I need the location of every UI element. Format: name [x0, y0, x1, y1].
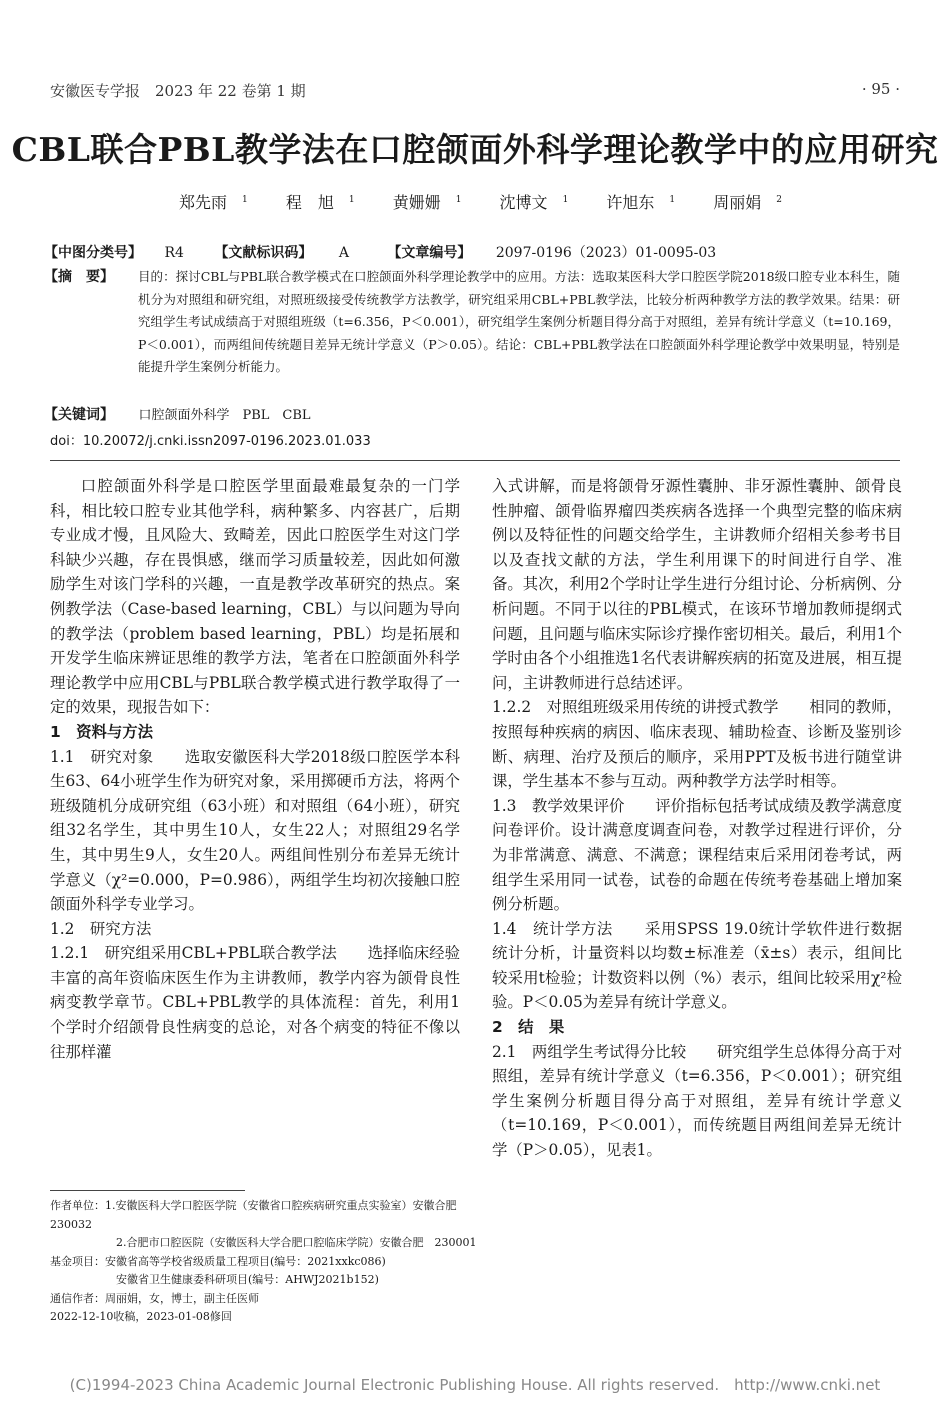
author-list: [0, 190, 950, 213]
funding: 基金项目：安徽省高等学校省级质量工程项目(编号：2021xxkc086): [50, 1254, 386, 1268]
body-right-column: [492, 474, 902, 1163]
article-title: CBL联合PBL教学法在口腔颌面外科学理论教学中的应用研究: [11, 130, 939, 169]
page-number: · 95 ·: [861, 80, 900, 98]
doi: doi：10.20072/j.cnki.issn2097-0196.2023.01.033: [50, 434, 371, 449]
copyright-notice: (C)1994-2023 China Academic Journal Electronic Publishing House. All rights reserved. http://www.cnki.net: [69, 1376, 881, 1394]
author: 沈博文 $^1$: [499, 193, 569, 212]
abstract-text: 目的：探讨CBL与PBL联合教学模式在口腔颌面外科学理论教学中的应用。方法：选取某医科大学口腔医学院2018级口腔专业本科生，随机分为对照组和研究组，对照班级接受传统教学方法教学，研究组采用CBL+PBL教学法，比较分析两种教学方法的教学效果。结果：研究组学生考试成绩高于对照组班级（t=6.356，P＜0.001），研究组学生案例分析题目得分高于对照组，差异有统计学意义（t=10.169，P＜0.001），而两组间传统题目差异无统计学意义（P＞0.05）。结论：CBL+PBL教学法在口腔颌面外科学理论教学中效果明显，特别是能提升学生案例分析能力。: [138, 269, 900, 374]
subsection-heading: 1.2 研究方法: [50, 919, 152, 938]
subsection: 1.1 研究对象 选取安徽医科大学2018级口腔医学本科生63、64小班学生作为研究对象，采用掷硬币方法，将两个班级随机分成研究组（63小班）和对照组（64小班），研究组32名学生，其中男生10人，女生22人；对照组29名学生，其中男生9人，女生20人。两组间性别分布差异无统计学意义（χ²=0.000，P=0.986），两组学生均初次接触口腔颌面外科学专业学习。: [50, 747, 460, 914]
running-header: [50, 80, 900, 101]
corresponding-author: 通信作者：周丽娟，女，博士，副主任医师: [50, 1291, 259, 1305]
section-heading: 1 资料与方法: [50, 722, 154, 741]
classification-row: 【中图分类号】 R4 【文献标识码】 A 【文章编号】 2097-0196（2023）01-0095-03: [44, 245, 717, 261]
intro-paragraph: 口腔颌面外科学是口腔医学里面最难最复杂的一门学科，相比较口腔专业其他学科，病种繁多、内容甚广，后期专业成才慢，且风险大、致畸差，因此口腔医学生对这门学科缺少兴趣，存在畏惧感，继而学习质量较差，因此如何激励学生对该门学科的兴趣，一直是教学改革研究的热点。案例教学法（Case-based learning，CBL）与以问题为导向的教学法（problem based learning，PBL）均是拓展和开发学生临床辨证思维的教学方法，笔者在口腔颌面外科学理论教学中应用CBL与PBL联合教学模式进行教学取得了一定的效果，现报告如下：: [50, 477, 460, 717]
subsection: 1.4 统计学方法 采用SPSS 19.0统计学软件进行数据统计分析，计量资料以均数±标准差（x̄±s）表示，组间比较采用t检验；计数资料以例（%）表示，组间比较采用χ²检验。P＜0.05为差异有统计学意义。: [492, 919, 902, 1012]
affiliation: 作者单位：1.安徽医科大学口腔医学院（安徽省口腔疾病研究重点实验室）安徽合肥 230032: [50, 1199, 468, 1231]
journal-name: 安徽医专学报 2023 年 22 卷第 1 期: [50, 82, 306, 100]
footnotes: [50, 1197, 490, 1327]
subsection: 2.1 两组学生考试得分比较 研究组学生总体得分高于对照组，差异有统计学意义（t=6.356，P＜0.001）；研究组学生案例分析题目得分高于对照组，差异有统计学意义（t=10.169，P＜0.001），而传统题目两组间差异无统计学（P＞0.05），见表1。: [492, 1042, 902, 1160]
author: 程 旭 $^1$: [285, 193, 355, 212]
subsection: 1.2.2 对照组班级采用传统的讲授式教学 相同的教师，按照每种疾病的病因、临床表现、辅助检查、诊断及鉴别诊断、病理、治疗及预后的顺序，采用PPT及板书进行随堂讲课，学生基本不参与互动。两种教学方法学时相等。: [492, 698, 902, 791]
divider: [50, 460, 900, 461]
author: 黄姗姗 $^1$: [392, 193, 462, 212]
subsection: 1.2.1 研究组采用CBL+PBL联合教学法 选择临床经验丰富的高年资临床医生作为主讲教师，教学内容为颌骨良性病变教学章节。CBL+PBL教学的具体流程：首先，利用1个学时介绍颌骨良性病变的总论，对各个病变的特征不像以往那样灌: [50, 944, 460, 1061]
funding: 安徽省卫生健康委科研项目(编号：AHWJ2021b152): [116, 1273, 379, 1286]
doc-code: A: [338, 245, 349, 261]
section-heading: 2 结 果: [492, 1018, 565, 1037]
author: 许旭东 $^1$: [606, 193, 676, 212]
clc-code: R4: [164, 245, 184, 261]
author: 周丽娟 $^2$: [713, 193, 782, 212]
author: 郑先雨 $^1$: [179, 193, 248, 212]
body-left-column: [50, 474, 460, 1064]
paragraph: 入式讲解，而是将颌骨牙源性囊肿、非牙源性囊肿、颌骨良性肿瘤、颌骨临界瘤四类疾病各选择一个典型完整的临床病例以及特征性的问题交给学生，主讲教师介绍相关参考书目以及查找文献的方法，学生利用课下的时间进行自学、准备。其次，利用2个学时让学生进行分组讨论、分析病例、分析问题。不同于以往的PBL模式，在该环节增加教师提纲式问题，且问题与临床实际诊疗操作密切相关。最后，利用1个学时由各个小组推选1名代表讲解疾病的拓宽及进展，相互提问，主讲教师进行总结述评。: [492, 477, 902, 692]
keywords: 【关键词】 口腔颌面外科学 PBL CBL: [44, 407, 311, 423]
received-dates: 2022-12-10收稿，2023-01-08修回: [50, 1310, 232, 1323]
abstract-label: 【摘 要】: [44, 269, 114, 285]
subsection: 1.3 教学效果评价 评价指标包括考试成绩及教学满意度问卷评价。设计满意度调查问卷，对教学过程进行评价，分为非常满意、满意、不满意；课程结束后采用闭卷考试，两组学生采用同一试卷，试卷的命题在传统考卷基础上增加案例分析题。: [492, 796, 902, 914]
article-id: 2097-0196（2023）01-0095-03: [495, 245, 717, 261]
footnote-divider: [50, 1190, 245, 1191]
affiliation: 2.合肥市口腔医院（安徽医科大学合肥口腔临床学院）安徽合肥 230001: [116, 1236, 477, 1249]
